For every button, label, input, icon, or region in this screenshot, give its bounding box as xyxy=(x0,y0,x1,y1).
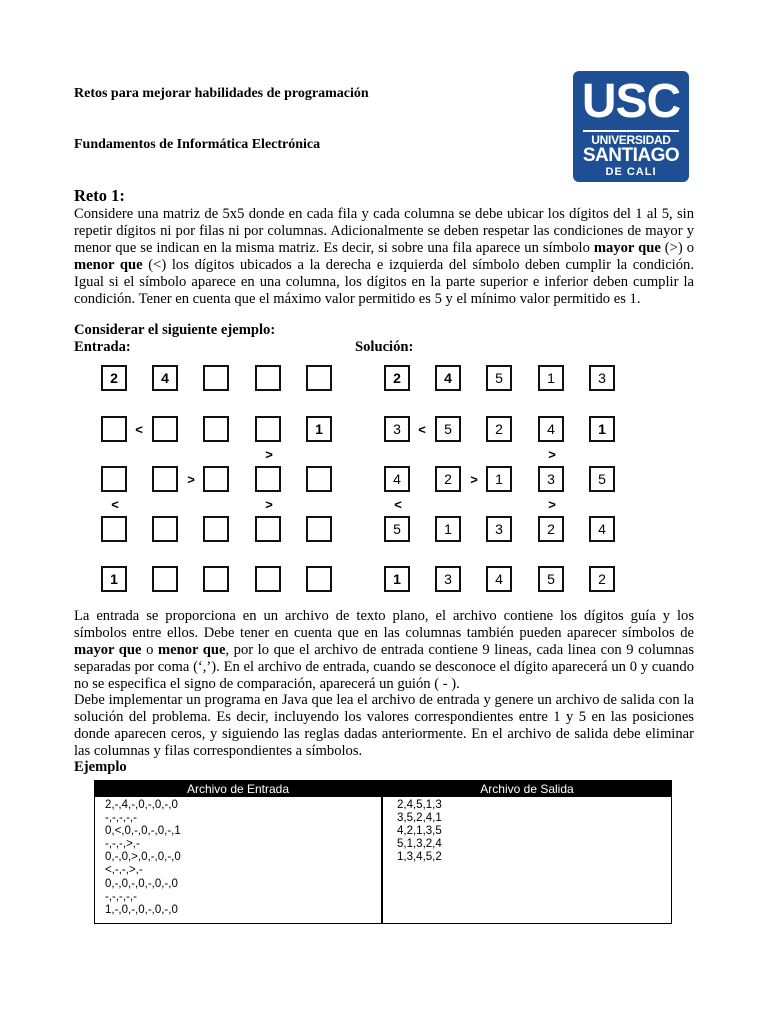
solution-grid-cell: 2 xyxy=(384,365,410,391)
body-paragraph-1 xyxy=(74,608,694,693)
input-file-line: 2,-,4,-,0,-,0,-,0 xyxy=(105,799,178,811)
logo-de-cali: DE CALI xyxy=(605,166,657,178)
document-title: Retos para mejorar habilidades de programación xyxy=(74,86,369,101)
output-file-line: 3,5,2,4,1 xyxy=(397,812,442,825)
input-grid-cell xyxy=(306,516,332,542)
solution-grid-cell: 2 xyxy=(435,466,461,492)
input-grid-cell xyxy=(152,416,178,442)
input-grid-cell xyxy=(152,566,178,592)
solution-grid-cell: 5 xyxy=(486,365,512,391)
solution-grid-cell: 3 xyxy=(486,516,512,542)
body-text-2: o xyxy=(141,641,158,658)
intro-mayor: mayor que xyxy=(593,239,661,256)
output-file-line: 4,2,1,3,5 xyxy=(397,825,442,838)
intro-text-2: (>) o xyxy=(660,239,694,256)
input-grid-cell xyxy=(203,416,229,442)
example-label: Considerar el siguiente ejemplo: xyxy=(74,322,276,338)
solution-grid-cell: 5 xyxy=(435,416,461,442)
input-grid-cell xyxy=(255,466,281,492)
solution-grid-cell: 2 xyxy=(486,416,512,442)
output-file-line: 2,4,5,1,3 xyxy=(397,799,442,811)
input-file-line: 0,-,0,>,0,-,0,-,0 xyxy=(105,851,181,864)
solution-grid-comparison-symbol: < xyxy=(418,422,426,437)
body-text-3: , por lo que el archivo de entrada contiene 9 lineas, cada linea con 9 columnas separadas por coma (‘,’). En el archivo de entrada, cuando se desconoce el dígito aparecerá un 0 y cuando no se especifica el signo de comparación, aparecerá un guión ( - ). xyxy=(74,641,695,692)
input-grid-cell: 1 xyxy=(101,566,127,592)
reto-title: Reto 1: xyxy=(74,186,125,205)
input-grid-cell xyxy=(203,365,229,391)
input-file-header: Archivo de Entrada xyxy=(95,781,381,797)
input-grid-cell xyxy=(306,566,332,592)
solution-grid-cell: 3 xyxy=(435,566,461,592)
body-mayor: mayor que xyxy=(74,641,142,658)
logo-usc: USC xyxy=(581,75,681,128)
input-grid-cell xyxy=(306,365,332,391)
input-grid-cell xyxy=(255,416,281,442)
input-grid-comparison-symbol: < xyxy=(135,422,143,437)
body-paragraph-2: Debe implementar un programa en Java que lea el archivo de entrada y genere un archivo de salida con la solución del problema. Es decir, incluyendo los valores correspondientes entre 1 y 5 en las posiciones donde aparecen ceros, y siguiendo las reglas dadas anteriormente. En el archivo de salida debe eliminar las columnas y filas correspondientes a símbolos. xyxy=(74,692,694,759)
body-menor: menor que xyxy=(157,641,226,658)
logo-santiago: SANTIAGO xyxy=(582,145,680,166)
solution-grid-comparison-symbol: > xyxy=(470,472,478,487)
input-grid-cell xyxy=(203,466,229,492)
output-file-line: 5,1,3,2,4 xyxy=(397,838,442,851)
input-grid-cell xyxy=(101,466,127,492)
body-text-1: La entrada se proporciona en un archivo de texto plano, el archivo contiene los dígitos guía y los símbolos entre ellos. Debe tener en cuenta que en las columnas también pueden aparecer símbolos de xyxy=(74,608,694,641)
input-grid-comparison-symbol: > xyxy=(265,497,273,512)
input-file-line: <,-,-,>,- xyxy=(105,864,143,877)
solution-grid-cell: 5 xyxy=(384,516,410,542)
solution-grid-cell: 5 xyxy=(538,566,564,592)
input-grid-cell: 2 xyxy=(101,365,127,391)
input-file-line: -,-,-,-,- xyxy=(105,812,137,825)
input-file-line: 0,-,0,-,0,-,0,-,0 xyxy=(105,877,178,890)
input-grid-cell xyxy=(306,466,332,492)
output-file-content xyxy=(397,799,442,864)
solution-label: Solución: xyxy=(355,339,414,355)
input-grid-cell xyxy=(152,466,178,492)
input-grid-cell: 4 xyxy=(152,365,178,391)
input-file-line: 0,<,0,-,0,-,0,-,1 xyxy=(105,825,181,838)
intro-text-1: Considere una matriz de 5x5 donde en cada fila y cada columna se debe ubicar los dígitos del 1 al 5, sin repetir dígitos ni por filas ni por columnas. Adicionalmente se deben respetar las condiciones de mayor y menor que se indican en la misma matriz. Es decir, si sobre una fila aparece un símbolo xyxy=(74,206,694,256)
solution-grid-comparison-symbol: > xyxy=(548,497,556,512)
solution-grid-cell: 1 xyxy=(538,365,564,391)
input-grid-cell xyxy=(203,516,229,542)
solution-grid-cell: 1 xyxy=(435,516,461,542)
intro-paragraph xyxy=(74,206,694,307)
solution-grid-cell: 1 xyxy=(384,566,410,592)
input-file-line: -,-,-,>,- xyxy=(105,838,140,851)
solution-grid-cell: 4 xyxy=(486,566,512,592)
solution-grid-cell: 1 xyxy=(486,466,512,492)
input-grid-cell xyxy=(255,566,281,592)
input-grid-cell xyxy=(255,365,281,391)
input-grid-cell xyxy=(101,416,127,442)
intro-text-3: (<) los dígitos ubicados a la derecha e izquierda del símbolo deben cumplir la condición. Igual si el símbolo aparece en una columna, los dígitos en la parte superior e inferior deben cumplir la condición. Tener en cuenta que el máximo valor permitido es 5 y el mínimo valor permitido es 1. xyxy=(74,256,694,307)
intro-menor: menor que xyxy=(74,256,143,273)
logo-universidad: UNIVERSIDAD xyxy=(591,133,671,147)
solution-grid-comparison-symbol: > xyxy=(548,447,556,462)
input-grid-comparison-symbol: > xyxy=(187,472,195,487)
input-file-line: 1,-,0,-,0,-,0,-,0 xyxy=(105,903,178,916)
solution-grid-cell: 3 xyxy=(589,365,615,391)
input-grid-cell: 1 xyxy=(306,416,332,442)
solution-grid-cell: 4 xyxy=(435,365,461,391)
input-grid-cell xyxy=(203,566,229,592)
input-file-content xyxy=(105,799,181,917)
input-label: Entrada: xyxy=(74,339,131,355)
solution-grid-cell: 2 xyxy=(589,566,615,592)
usc-logo xyxy=(573,71,689,182)
input-grid-comparison-symbol: < xyxy=(111,497,119,512)
input-file-line: -,-,-,-,- xyxy=(105,890,137,903)
solution-grid-cell: 3 xyxy=(538,466,564,492)
logo-divider xyxy=(583,130,679,132)
solution-grid-cell: 4 xyxy=(538,416,564,442)
file-example-table xyxy=(94,780,672,924)
solution-grid-comparison-symbol: < xyxy=(394,497,402,512)
solution-grid-cell: 2 xyxy=(538,516,564,542)
input-grid-cell xyxy=(152,516,178,542)
solution-grid-cell: 4 xyxy=(384,466,410,492)
input-grid-comparison-symbol: > xyxy=(265,447,273,462)
output-file-header: Archivo de Salida xyxy=(383,781,671,797)
solution-grid-cell: 3 xyxy=(384,416,410,442)
solution-grid-cell: 1 xyxy=(589,416,615,442)
course-title: Fundamentos de Informática Electrónica xyxy=(74,137,321,152)
ejemplo-label: Ejemplo xyxy=(74,759,127,775)
input-grid-cell xyxy=(255,516,281,542)
solution-grid-cell: 4 xyxy=(589,516,615,542)
input-grid-cell xyxy=(101,516,127,542)
output-file-line: 1,3,4,5,2 xyxy=(397,851,442,864)
solution-grid-cell: 5 xyxy=(589,466,615,492)
table-divider xyxy=(381,781,383,923)
